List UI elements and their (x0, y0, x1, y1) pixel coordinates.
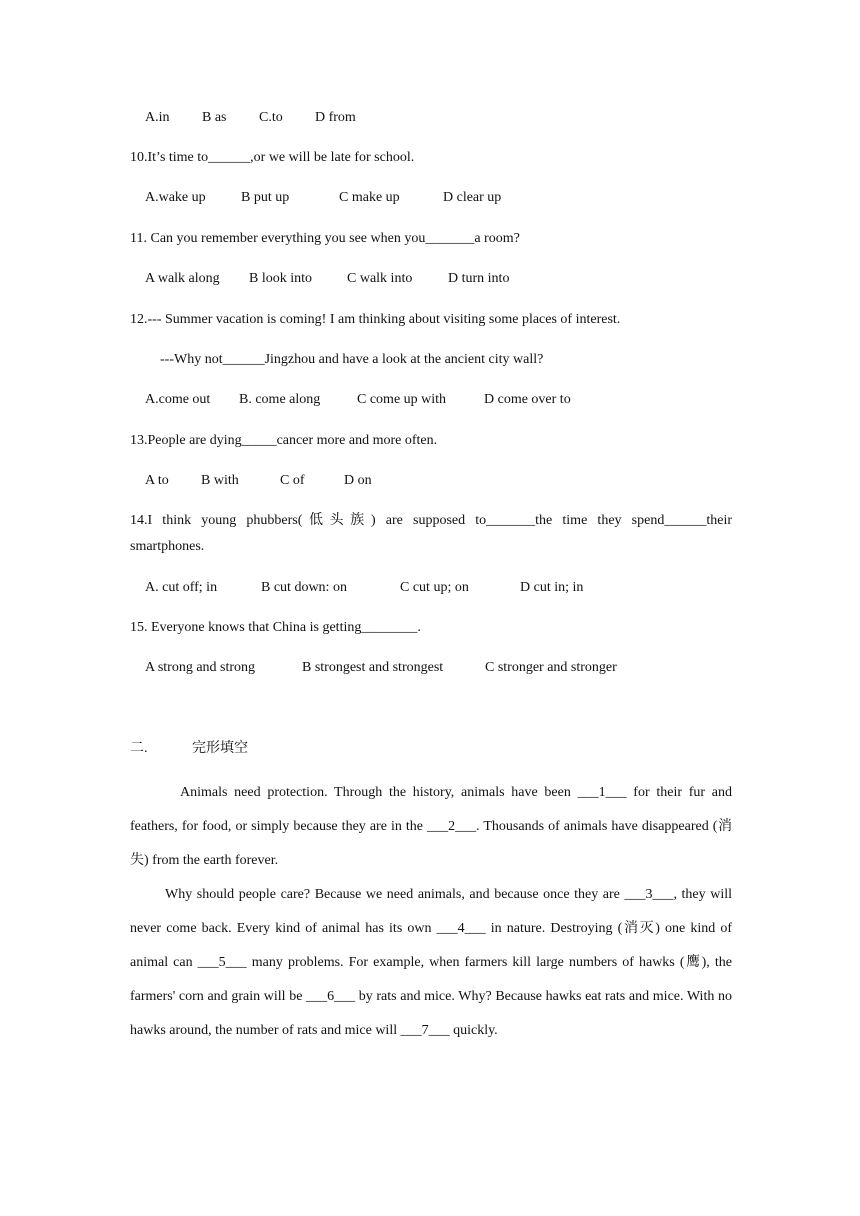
q13-option-c: C of (280, 473, 305, 488)
q10-option-b: B put up (241, 190, 290, 205)
q10-option-d: D clear up (443, 190, 502, 205)
section-heading (130, 739, 248, 759)
q14-option-d: D cut in; in (520, 580, 584, 595)
passage-paragraph-2-text: Why should people care? Because we need animals, and because once they are ___3___, they will never come back. Every kind of animal has its own ___4___ in nature. Destroying (消灭) one kind of animal can ___5___ many problems. For example, when farmers kill large numbers of hawks (鹰), the farmers' corn and grain will be ___6___ by rats and mice. Why? Because hawks eat rats and mice. With no hawks around, the number of rats and mice will ___7___ quickly. (130, 887, 732, 1038)
q14-option-b: B cut down: on (261, 580, 347, 595)
q14-option-c: C cut up; on (400, 580, 469, 595)
q11-option-c: C walk into (347, 271, 413, 286)
q11-option-a: A walk along (145, 271, 220, 286)
q9-option-a: A.in (145, 110, 170, 125)
q15-question: 15. Everyone knows that China is getting________. (130, 620, 421, 635)
section-title: 完形填空 (192, 741, 248, 756)
q14-option-a: A. cut off; in (145, 580, 218, 595)
passage-paragraph-2 (130, 878, 732, 1048)
q12-question: 12.--- Summer vacation is coming! I am thinking about visiting some places of interest. (130, 312, 621, 327)
q14-question-line1: 14.I think young phubbers(低头族) are supposed to_______the time they spend______their (130, 513, 732, 528)
q13-option-a: A to (145, 473, 169, 488)
q9-option-d: D from (315, 110, 356, 125)
q9-option-b: B as (202, 110, 227, 125)
q15-option-a: A strong and strong (145, 660, 256, 675)
q10-option-c: C make up (339, 190, 400, 205)
q11-option-b: B look into (249, 271, 313, 286)
passage-paragraph-1 (130, 776, 732, 878)
q13-option-d: D on (344, 473, 372, 488)
q15-option-b: B strongest and strongest (302, 660, 444, 675)
q15-options (145, 658, 747, 678)
section-number: 二. (130, 741, 148, 756)
q9-options (145, 108, 747, 128)
q13-options (145, 471, 747, 491)
q10-options (145, 188, 747, 208)
q13-option-b: B with (201, 473, 239, 488)
passage-paragraph-1-text: Animals need protection. Through the history, animals have been ___1___ for their fur and feathers, for food, or simply because they are in the ___2___. Thousands of animals have disappeared (消失) from the earth forever. (130, 785, 732, 868)
q9-option-c: C.to (259, 110, 283, 125)
q11-options (145, 269, 747, 289)
q11-option-d: D turn into (448, 271, 510, 286)
q15-option-c: C stronger and stronger (485, 660, 617, 675)
q12-option-a: A.come out (145, 392, 211, 407)
q10-option-a: A.wake up (145, 190, 206, 205)
q11-question: 11. Can you remember everything you see when you_______a room? (130, 231, 520, 246)
q12-option-b: B. come along (239, 392, 321, 407)
q14-options (145, 578, 747, 598)
q12-reply: ---Why not______Jingzhou and have a look at the ancient city wall? (160, 352, 544, 367)
q12-options (145, 390, 747, 410)
q12-option-c: C come up with (357, 392, 447, 407)
q10-question: 10.It’s time to______,or we will be late for school. (130, 150, 415, 165)
q13-question: 13.People are dying_____cancer more and more often. (130, 433, 438, 448)
q12-option-d: D come over to (484, 392, 571, 407)
q14-question-line2: smartphones. (130, 539, 205, 554)
